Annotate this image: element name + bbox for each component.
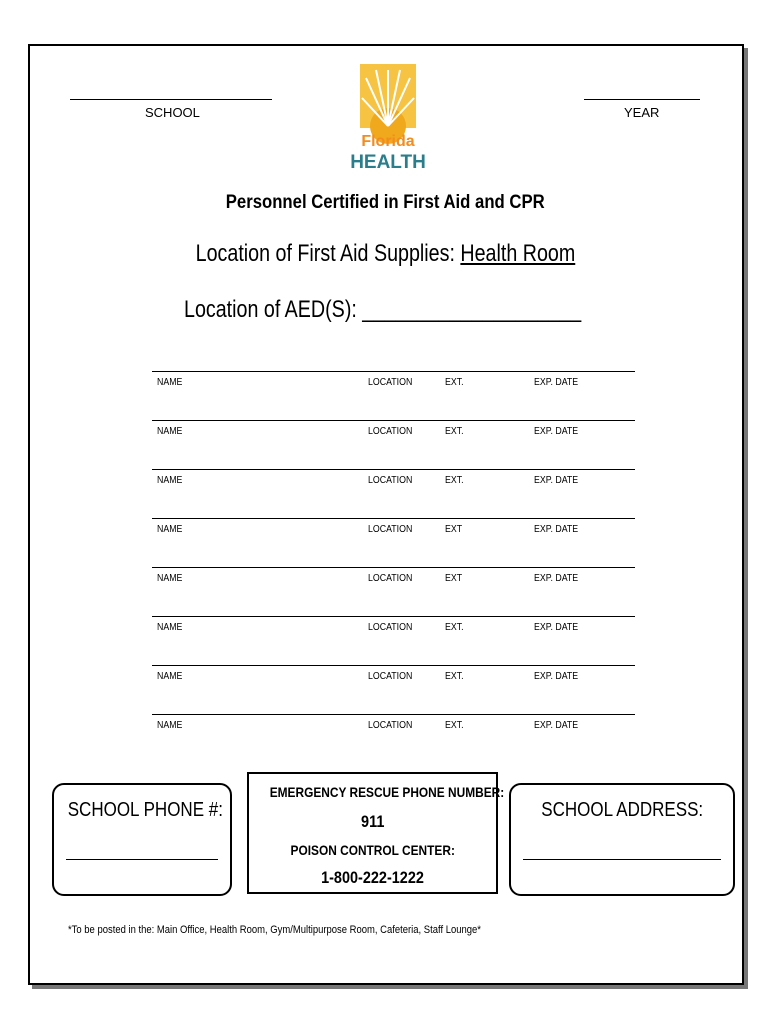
roster-row-line [152, 714, 635, 715]
aed-location [184, 296, 668, 324]
roster-location-label: LOCATION [368, 524, 413, 535]
school-label: SCHOOL [145, 105, 200, 120]
roster-location-label: LOCATION [368, 475, 413, 486]
roster-name-label: NAME [157, 475, 183, 486]
posting-footnote: *To be posted in the: Main Office, Health Room, Gym/Multipurpose Room, Cafeteria, Staff Lounge* [68, 924, 481, 936]
florida-health-logo [350, 64, 426, 174]
roster-row-line [152, 469, 635, 470]
roster-row-line [152, 616, 635, 617]
roster-ext-label: EXT [445, 524, 463, 535]
roster-location-label: LOCATION [368, 720, 413, 731]
roster-name-label: NAME [157, 377, 183, 388]
roster-name-label: NAME [157, 426, 183, 437]
roster-row [152, 518, 635, 540]
sun-logo-icon [350, 64, 426, 174]
roster-location-label: LOCATION [368, 622, 413, 633]
poison-number: 1-800-222-1222 [321, 868, 424, 887]
roster-location-label: LOCATION [368, 671, 413, 682]
logo-health-text: HEALTH [350, 152, 426, 173]
roster-exp-date-label: EXP. DATE [534, 426, 579, 437]
roster-location-label: LOCATION [368, 573, 413, 584]
roster-ext-label: EXT. [445, 622, 464, 633]
roster-row-line [152, 518, 635, 519]
school-blank-line [70, 99, 272, 100]
year-label: YEAR [624, 105, 660, 120]
roster-row [152, 616, 635, 638]
roster-row-line [152, 420, 635, 421]
roster-row-line [152, 665, 635, 666]
roster-row [152, 371, 635, 393]
roster-location-label: LOCATION [368, 377, 413, 388]
school-phone-label: SCHOOL PHONE #: [67, 799, 223, 821]
roster-row [152, 469, 635, 491]
year-blank-line [584, 99, 700, 100]
roster-name-label: NAME [157, 524, 183, 535]
aed-blank: ____________________ [362, 296, 582, 323]
school-phone-blank [66, 859, 218, 860]
logo-florida-text: Florida [361, 133, 415, 150]
school-address-box [509, 783, 735, 896]
roster-ext-label: EXT. [445, 475, 464, 486]
roster-name-label: NAME [157, 720, 183, 731]
roster-row [152, 420, 635, 442]
emergency-numbers-box [247, 772, 505, 894]
aed-label: Location of AED(S): [184, 296, 363, 323]
roster-ext-label: EXT. [445, 671, 464, 682]
roster-exp-date-label: EXP. DATE [534, 377, 579, 388]
roster-name-label: NAME [157, 671, 183, 682]
roster-ext-label: EXT. [445, 426, 464, 437]
roster-exp-date-label: EXP. DATE [534, 622, 579, 633]
roster-exp-date-label: EXP. DATE [534, 475, 579, 486]
roster-exp-date-label: EXP. DATE [534, 671, 579, 682]
poison-label: POISON CONTROL CENTER: [290, 842, 455, 858]
roster-exp-date-label: EXP. DATE [534, 573, 579, 584]
first-aid-location [0, 240, 770, 268]
school-address-label: SCHOOL ADDRESS: [541, 799, 703, 821]
rescue-label: EMERGENCY RESCUE PHONE NUMBER: [269, 784, 505, 800]
roster-ext-label: EXT [445, 573, 463, 584]
roster-ext-label: EXT. [445, 377, 464, 388]
school-address-blank [523, 859, 721, 860]
roster-exp-date-label: EXP. DATE [534, 524, 579, 535]
school-phone-box [52, 783, 232, 896]
first-aid-label: Location of First Aid Supplies: [195, 240, 460, 267]
rescue-number: 911 [360, 812, 385, 831]
roster-row [152, 567, 635, 589]
roster-row [152, 665, 635, 687]
roster-row [152, 714, 635, 736]
roster-row-line [152, 371, 635, 372]
page-title: Personnel Certified in First Aid and CPR [225, 192, 545, 213]
roster-row-line [152, 567, 635, 568]
roster-name-label: NAME [157, 622, 183, 633]
roster-location-label: LOCATION [368, 426, 413, 437]
roster-exp-date-label: EXP. DATE [534, 720, 579, 731]
first-aid-value: Health Room [459, 240, 575, 267]
roster-name-label: NAME [157, 573, 183, 584]
roster-ext-label: EXT. [445, 720, 464, 731]
